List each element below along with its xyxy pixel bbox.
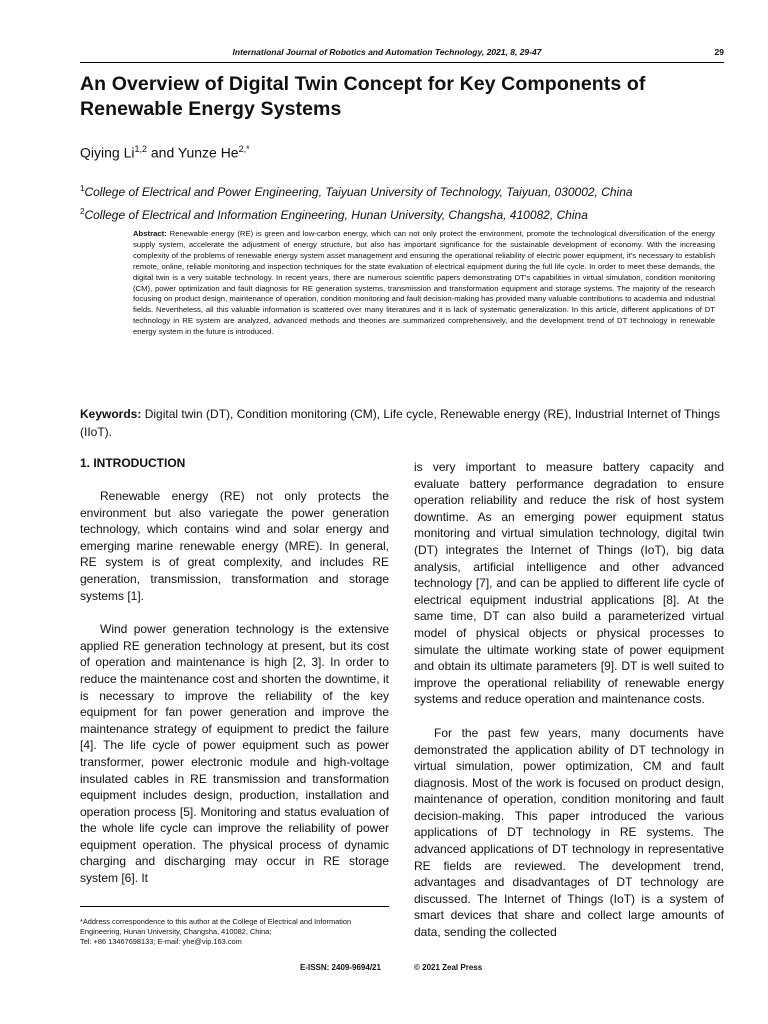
page-number: 29 bbox=[714, 47, 724, 57]
body-paragraph: is very important to measure battery capacity and evaluate battery performance degradation to ensure operation reliability and reduce the risk of host system downtime. As an emerging power equipment status monitoring and virtual simulation technology, digital twin (DT) integrates the Internet of Things (IoT), big data analysis, artificial intelligence and other advanced technology [7], and can be applied to different life cycle of electrical equipment industrial applications [8]. At the same time, DT can also build a parameterized virtual model of physical objects or physical processes to simulate the ultimate working state of power equipment and obtain its ultimate parameters [9]. DT is well suited to improve the operational reliability of renewable energy systems and reduce operation and maintenance costs. bbox=[414, 460, 724, 707]
affiliation-marker: 1 bbox=[80, 184, 85, 193]
left-column bbox=[80, 456, 389, 904]
abstract-text: Renewable energy (RE) is green and low-carbon energy, which can not only protect the environment, promote the technological diversification of the energy supply system, accelerate the adjustment of energy structure, but also has important significance for the sustainable development of economy. With the increasing complexity of the problems of renewable energy system asset management and ensuring the operational reliability of electric power equipment, it's necessary to establish remote, online, reliable monitoring and inspection techniques for the state evaluation of electrical equipment during the full life cycle. In order to meet these demands, the digital twin is a very suitable technology. In recent years, there are numerous scientific papers demonstrating DT's capabilities in virtual simulation, condition monitoring (CM), power optimization and fault diagnosis for RE generation systems, transmission and transformation equipment and storage systems. The majority of the research focusing on product design, maintenance of operation, condition monitoring and fault decision-making has provided many valuable contributions to academia and industrial fields. Nevertheless, all this valuable information is scattered over many literatures and it is lack of systematic generalization. In this article, different applications of DT technology in RE system are analyzed, advanced methods and theories are summarized comprehensively, and the development trend of DT technology in renewable energy system in the future is introduced. bbox=[133, 229, 715, 337]
journal-citation: International Journal of Robotics and Automation Technology, 2021, 8, 29-47 bbox=[232, 47, 542, 57]
author-conjunction: and bbox=[146, 144, 178, 161]
affiliation-marker: 2 bbox=[80, 207, 85, 216]
keywords-text: Digital twin (DT), Condition monitoring (CM), Life cycle, Renewable energy (RE), Industrial Internet of Things (IIoT). bbox=[80, 407, 721, 439]
footer-copyright: © 2021 Zeal Press bbox=[414, 963, 483, 972]
affiliation-text: College of Electrical and Information Engineering, Hunan University, Changsha, 410082, China bbox=[84, 208, 588, 222]
author-name: Yunze He bbox=[177, 144, 239, 161]
paper-title: An Overview of Digital Twin Concept for Key Components of Renewable Energy Systems bbox=[80, 73, 646, 120]
keywords bbox=[80, 405, 724, 441]
body-paragraph: For the past few years, many documents have demonstrated the application ability of DT technology in virtual simulation, power optimization, CM and fault diagnosis. Most of the work is focused on product design, maintenance of operation, condition monitoring and fault decision-making. This paper introduced the various applications of DT technology in RE systems. The advanced applications of DT technology in representative RE fields are reviewed. The development trend, advantages and disadvantages of DT technology are discussed. The Internet of Things (IoT) is a system of smart devices that share and collect large amounts of data, sending the collected bbox=[414, 725, 724, 940]
affiliation-text: College of Electrical and Power Engineering, Taiyuan University of Technology, Taiyuan, 030002, China bbox=[84, 185, 633, 199]
footnote-contact: Tel: +86 13467698133; E-mail: yhe@vip.163.com bbox=[80, 937, 242, 946]
author-affiliation-marker: 2,* bbox=[238, 144, 250, 154]
abstract-label: Abstract: bbox=[133, 229, 167, 238]
section-heading: 1. INTRODUCTION bbox=[80, 456, 186, 470]
footnote-address: *Address correspondence to this author at the College of Electrical and Information Engineering, Hunan University, Changsha, 410082, China; bbox=[80, 917, 352, 936]
author-name: Qiying Li bbox=[80, 144, 135, 161]
correspondence-footnote bbox=[80, 906, 389, 947]
page-header bbox=[80, 44, 724, 63]
author-affiliation-marker: 1,2 bbox=[134, 144, 147, 154]
abstract bbox=[133, 229, 715, 338]
affiliation bbox=[80, 207, 588, 222]
right-column bbox=[414, 459, 724, 958]
footer-issn: E-ISSN: 2409-9694/21 bbox=[300, 963, 381, 972]
author-line bbox=[80, 144, 250, 161]
body-paragraph: Renewable energy (RE) not only protects the environment but also variegate the power generation technology, which contains wind and solar energy and emerging marine renewable energy (MRE). In general, RE system is of great complexity, and includes RE generation, transmission, transformation and storage systems [1]. bbox=[80, 489, 389, 603]
affiliation bbox=[80, 184, 633, 199]
keywords-label: Keywords: bbox=[80, 407, 142, 421]
body-paragraph: Wind power generation technology is the extensive applied RE generation technology at present, but its cost of operation and maintenance is high [2, 3]. In order to reduce the maintenance cost and shorten the downtime, it is necessary to improve the reliability of the key equipment for fan power generation and improve the maintenance strategy of equipment to predict the failure [4]. The life cycle of power equipment such as power transformer, power electronic module and high-voltage insulated cables in RE transmission and transformation equipment includes design, production, installation and operation process [5]. Monitoring and status evaluation of the whole life cycle can improve the reliability of power equipment operation. The physical process of dynamic charging and discharging may occur in RE storage system [6]. It bbox=[80, 622, 389, 886]
